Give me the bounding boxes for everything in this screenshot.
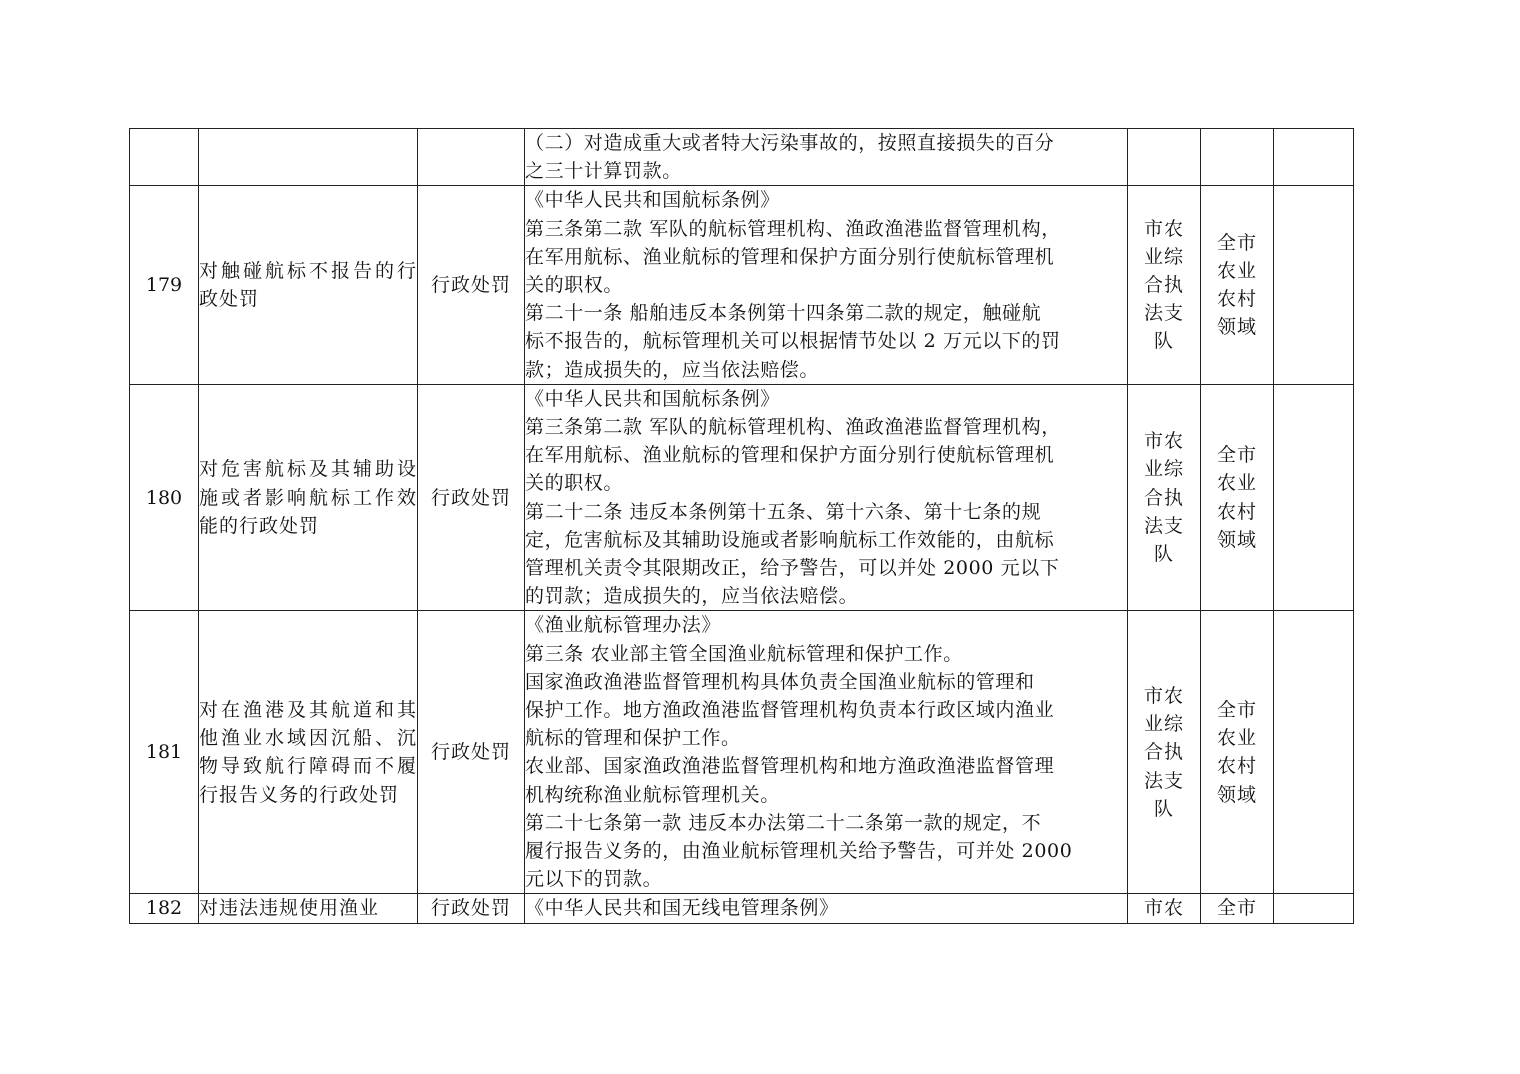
legal-basis-line: 机构统称渔业航标管理机关。 [525,783,780,806]
item-type [418,129,525,186]
legal-basis-line: 之三十计算罚款。 [525,160,682,183]
legal-basis-line: 款；造成损失的，应当依法赔偿。 [525,358,820,381]
implementing-body: 市农 [1128,894,1201,923]
remarks [1274,129,1354,186]
remarks [1274,384,1354,611]
item-name: 对触碰航标不报告的行政处罚 [199,186,418,384]
remarks [1274,894,1354,923]
legal-basis-line: 《中华人民共和国航标条例》 [525,189,780,212]
item-type: 行政处罚 [418,611,525,894]
legal-basis-line: 关的职权。 [525,472,624,495]
enforcement-list-table [129,128,1354,924]
legal-basis-line: 国家渔政渔港监督管理机构具体负责全国渔业航标的管理和 [525,670,1035,693]
legal-basis-line: 《中华人民共和国无线电管理条例》 [525,897,839,920]
legal-basis-line: 第二十二条 违反本条例第十五条、第十六条、第十七条的规 [525,500,1042,523]
item-type: 行政处罚 [418,894,525,923]
legal-basis [525,384,1128,611]
legal-basis-line: 元以下的罚款。 [525,868,663,891]
legal-basis-line: （二）对造成重大或者特大污染事故的，按照直接损失的百分 [525,132,1055,154]
legal-basis-line: 标不报告的，航标管理机关可以根据情节处以 2 万元以下的罚 [525,330,1061,353]
legal-basis-line: 第二十七条第一款 违反本办法第二十二条第一款的规定，不 [525,811,1042,834]
legal-basis-line: 履行报告义务的，由渔业航标管理机关给予警告，可并处 2000 [525,840,1073,863]
implementing-body: 市农业综合执法支队 [1144,684,1185,820]
table-row [130,611,1354,894]
legal-basis-line: 航标的管理和保护工作。 [525,727,741,750]
legal-basis-line: 《渔业航标管理办法》 [525,614,722,637]
item-number: 181 [130,611,199,894]
item-number [130,129,199,186]
legal-basis [525,129,1128,186]
item-name: 对在渔港及其航道和其他渔业水域因沉船、沉物导致航行障碍而不履行报告义务的行政处罚 [199,611,418,894]
item-type: 行政处罚 [418,384,525,611]
legal-basis-line: 在军用航标、渔业航标的管理和保护方面分别行使航标管理机 [525,245,1055,268]
legal-basis [525,611,1128,894]
implementing-body: 市农业综合执法支队 [1144,217,1185,353]
legal-basis-line: 管理机关责令其限期改正，给予警告，可以并处 2000 元以下 [525,557,1060,580]
legal-basis-line: 第三条第二款 军队的航标管理机构、渔政渔港监督管理机构， [525,217,1061,240]
legal-basis [525,186,1128,384]
jurisdiction-scope: 全市农业农村领域 [1217,699,1258,806]
table-row [130,186,1354,384]
legal-basis-line: 第三条 农业部主管全国渔业航标管理和保护工作。 [525,642,963,665]
legal-basis-line: 保护工作。地方渔政渔港监督管理机构负责本行政区域内渔业 [525,699,1055,722]
legal-basis-line: 定，危害航标及其辅助设施或者影响航标工作效能的，由航标 [525,528,1055,551]
item-number: 179 [130,186,199,384]
table-row [130,129,1354,186]
item-name [199,129,418,186]
legal-basis [525,894,1128,923]
item-name: 对违法违规使用渔业 [199,894,418,923]
legal-basis-line: 在军用航标、渔业航标的管理和保护方面分别行使航标管理机 [525,444,1055,467]
item-number: 182 [130,894,199,923]
item-type: 行政处罚 [418,186,525,384]
item-number: 180 [130,384,199,611]
item-name: 对危害航标及其辅助设施或者影响航标工作效能的行政处罚 [199,384,418,611]
legal-basis-line: 第三条第二款 军队的航标管理机构、渔政渔港监督管理机构， [525,416,1061,439]
jurisdiction-scope: 全市农业农村领域 [1217,444,1258,551]
legal-basis-line: 农业部、国家渔政渔港监督管理机构和地方渔政渔港监督管理 [525,755,1055,778]
remarks [1274,186,1354,384]
table-row [130,384,1354,611]
jurisdiction-scope: 全市农业农村领域 [1217,231,1258,339]
legal-basis-line: 《中华人民共和国航标条例》 [525,387,780,410]
remarks [1274,611,1354,894]
legal-basis-line: 关的职权。 [525,274,624,297]
jurisdiction-scope [1201,129,1274,186]
legal-basis-line: 的罚款；造成损失的，应当依法赔偿。 [525,585,859,608]
jurisdiction-scope: 全市 [1201,894,1274,923]
implementing-body [1128,129,1201,186]
legal-basis-line: 第二十一条 船舶违反本条例第十四条第二款的规定，触碰航 [525,302,1042,325]
implementing-body: 市农业综合执法支队 [1144,430,1185,565]
table-row [130,894,1354,923]
